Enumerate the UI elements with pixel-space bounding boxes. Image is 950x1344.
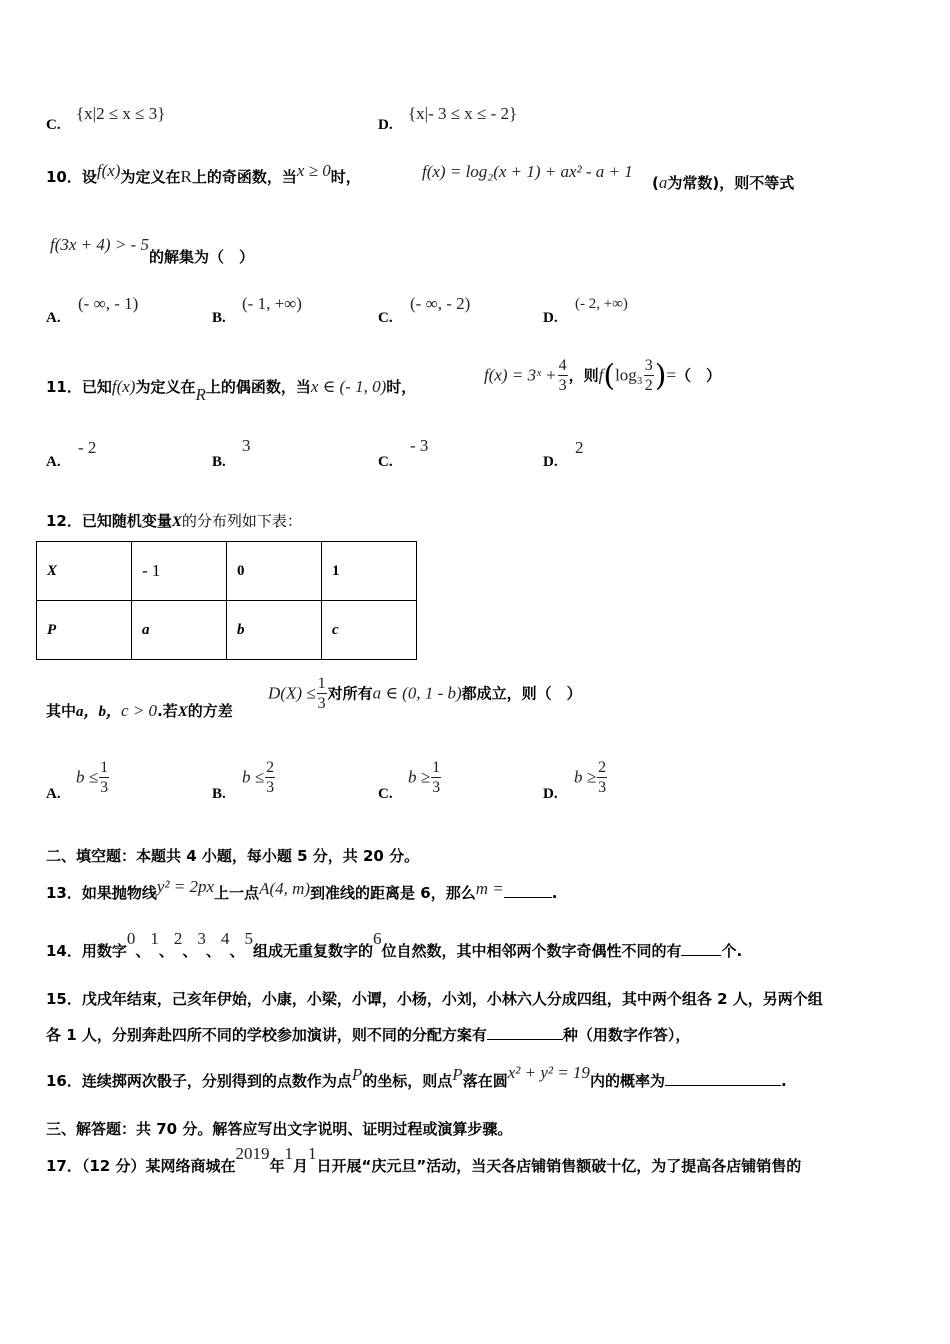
q11-option-a-value: - 2	[78, 438, 97, 457]
question-16: 16．连续掷两次骰子，分别得到的点数作为点P的坐标，则点P落在圆x² + y² = 19内的概率为 .	[46, 1063, 787, 1090]
question-10-line1-end: (a为常数)，则不等式	[652, 173, 795, 192]
question-11-formula: f(x) = 3ˣ + $\frac{4}{3}$ ，则f(log₃ $\frac{3}{2}$ )=（ ）	[484, 357, 722, 394]
table-cell: P	[37, 601, 132, 660]
question-13: 13．如果抛物线y² = 2px上一点A(4, m)到准线的距离是 6，那么m = .	[46, 877, 558, 902]
table-cell: b	[227, 601, 322, 660]
q10-option-d-label: D.	[543, 310, 558, 326]
q10-option-a-value: (- ∞, - 1)	[78, 294, 139, 313]
q12-option-c-value: b ≥ $\frac{1}{3}$	[408, 759, 441, 796]
option-d-expr: {x|- 3 ≤ x ≤ - 2}	[408, 104, 518, 123]
q11-option-a-label: A.	[46, 454, 61, 470]
question-10-line1: 10．设f(x)为定义在R上的奇函数，当x ≥ 0时，	[46, 161, 361, 186]
distribution-table	[36, 541, 417, 660]
q12-option-a-value: b ≤ $\frac{1}{3}$	[76, 759, 109, 796]
question-12-variance: D(X) ≤ $\frac{1}{3}$ 对所有a ∈ (0, 1 - b)都成立，则（ ）	[268, 675, 582, 712]
question-10-line2: f(3x + 4) > - 5的解集为（ ）	[50, 235, 254, 266]
q11-option-c-label: C.	[378, 454, 393, 470]
q10-option-d-value: (- 2, +∞)	[575, 296, 628, 312]
q11-option-b-value: 3	[242, 436, 251, 455]
option-c-label: C.	[46, 117, 61, 133]
q10-option-c-label: C.	[378, 310, 393, 326]
q12-option-a-label: A.	[46, 786, 61, 802]
question-14: 14．用数字0、1、2、3、4、5组成无重复数字的6位自然数，其中相邻两个数字奇偶性不同的有 个.	[46, 929, 743, 960]
q12-option-c-label: C.	[378, 786, 393, 802]
q12-option-b-value: b ≤ $\frac{2}{3}$	[242, 759, 275, 796]
table-row	[37, 601, 417, 660]
question-12-condition: 其中a，b，c > 0.若X的方差	[46, 701, 233, 720]
q11-option-b-label: B.	[212, 454, 226, 470]
table-cell: a	[132, 601, 227, 660]
q11-option-c-value: - 3	[410, 436, 429, 455]
q12-option-b-label: B.	[212, 786, 226, 802]
q12-option-d-value: b ≥ $\frac{2}{3}$	[574, 759, 607, 796]
q10-option-a-label: A.	[46, 310, 61, 326]
question-15-line1: 15．戊戌年结束，己亥年伊始，小康，小梁，小谭，小杨，小刘，小林六人分成四组，其中两个组各 2 人，另两个组	[46, 990, 823, 1008]
table-cell: 0	[227, 542, 322, 601]
section-3-heading: 三、解答题：共 70 分。解答应写出文字说明、证明过程或演算步骤。	[46, 1120, 513, 1138]
table-cell: - 1	[132, 542, 227, 601]
section-2-heading: 二、填空题：本题共 4 小题，每小题 5 分，共 20 分。	[46, 847, 420, 865]
q11-option-d-value: 2	[575, 438, 584, 457]
table-cell: c	[322, 601, 417, 660]
question-15-line2: 各 1 人，分别奔赴四所不同的学校参加演讲，则不同的分配方案有 种（用数字作答），	[46, 1026, 691, 1044]
table-cell: X	[37, 542, 132, 601]
question-12-intro: 12．已知随机变量X的分布列如下表：	[46, 512, 302, 530]
question-17: 17．（12 分）某网络商城在2019年1月1日开展“庆元旦”活动，当天各店铺销售额破十亿，为了提高各店铺销售的	[46, 1144, 802, 1175]
question-10-formula: f(x) = log₂(x + 1) + ax² - a + 1	[422, 162, 633, 181]
question-11-line: 11．已知f(x)为定义在R上的偶函数，当x ∈ (- 1, 0)时，	[46, 377, 417, 404]
q10-option-b-value: (- 1, +∞)	[242, 294, 302, 313]
q10-option-b-label: B.	[212, 310, 226, 326]
q11-option-d-label: D.	[543, 454, 558, 470]
table-cell: 1	[322, 542, 417, 601]
table-row	[37, 542, 417, 601]
q10-option-c-value: (- ∞, - 2)	[410, 294, 471, 313]
q12-option-d-label: D.	[543, 786, 558, 802]
option-c-expr: {x|2 ≤ x ≤ 3}	[76, 104, 166, 123]
option-d-label: D.	[378, 117, 393, 133]
